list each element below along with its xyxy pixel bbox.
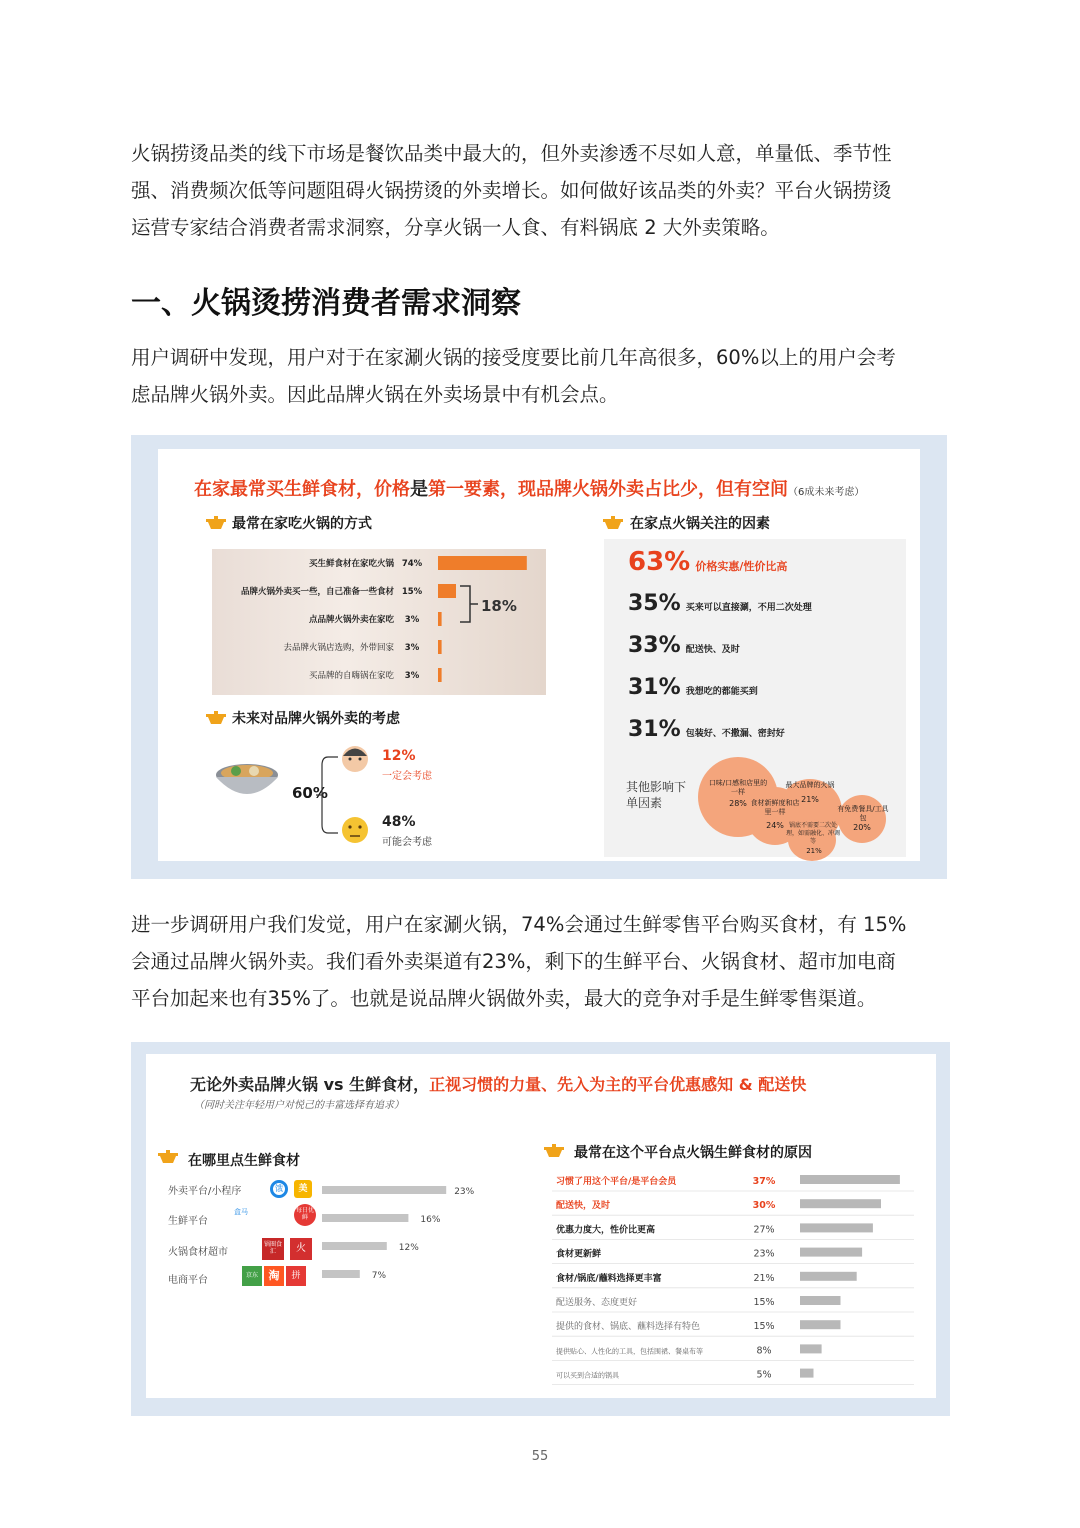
- other-factors-label: 其他影响下单因素: [626, 780, 687, 810]
- bubble-text: 食材新鲜度和店里一样: [750, 799, 800, 816]
- channel-label: 电商平台: [168, 1275, 208, 1286]
- factor-label: 配送快、及时: [685, 645, 740, 655]
- reason-label: 食材更新鲜: [556, 1249, 602, 1260]
- factor-row: [628, 717, 785, 742]
- fig2-title-c: 平台优惠感知 & 配送快: [637, 1075, 807, 1094]
- bar: [438, 612, 442, 626]
- factor-label: 包装好、不撒漏、密封好: [685, 729, 785, 739]
- fig2-subtitle: （同时关注年轻用户对悦己的丰富选择有追求）: [194, 1100, 404, 1111]
- bar: [322, 1186, 446, 1194]
- bubble-pct: 20%: [853, 823, 871, 832]
- pinduoduo-logo-icon: 拼: [286, 1266, 306, 1286]
- figure-1-card: [158, 449, 920, 861]
- thinking-emoji-icon: [340, 815, 370, 845]
- bar-value-label: 74%: [401, 559, 423, 569]
- title-mid: 第一要素，现品牌: [428, 479, 572, 500]
- jd-logo-icon: 京东: [242, 1266, 262, 1286]
- fig2-left-bar-chart: [322, 1178, 502, 1290]
- factor-pct: 31%: [628, 675, 681, 700]
- bubble-text: 锅底不需要二次处理，如需融化、冲调等: [785, 822, 840, 845]
- bubble-pct: 21%: [806, 847, 822, 855]
- para3-line: 进一步调研用户我们发觉，用户在家涮火锅，74%会通过生鲜零售平台购买食材，有 15%: [131, 913, 907, 936]
- bottom-heading: 未来对品牌火锅外卖的考虑: [232, 711, 400, 727]
- bubble-pct: 24%: [766, 821, 784, 830]
- bar-value-label: 3%: [404, 643, 420, 653]
- factor-row: [628, 591, 812, 616]
- hotpot-icon: [158, 1150, 178, 1164]
- reason-value-label: 15%: [753, 1297, 775, 1308]
- intro-paragraph: [131, 135, 951, 246]
- figure-2-title: [190, 1072, 806, 1095]
- consider-total: 60%: [292, 784, 328, 802]
- bubble-text: 最大品牌的火锅: [785, 781, 835, 789]
- factor-label: 我想吃的都能买到: [685, 687, 758, 697]
- intro-line: 火锅捞烫品类的线下市场是餐饮品类中最大的，但外卖渗透不尽如人意，单量低、季节性: [131, 142, 892, 165]
- figure-1-title: [194, 475, 864, 501]
- bar: [800, 1320, 841, 1329]
- consider-label: 一定会考虑: [382, 771, 432, 782]
- channel-label: 火锅食材超市: [168, 1247, 228, 1258]
- channel-label: 外卖平台/小程序: [168, 1186, 242, 1197]
- hotpot-icon: [206, 711, 226, 725]
- channel-label: 生鲜平台: [168, 1216, 208, 1227]
- left-heading: 最常在家吃火锅的方式: [232, 516, 372, 532]
- title-note: （6成未来考虑）: [788, 487, 865, 498]
- missfresh-logo-icon: 每日优鲜: [294, 1204, 316, 1226]
- intro-line: 强、消费频次低等问题阻碍火锅捞烫的外卖增长。如何做好该品类的外卖？平台火锅捞烫: [131, 179, 892, 202]
- bar-category-label: 品牌火锅外卖买一些，自己准备一些食材: [240, 587, 394, 597]
- reason-label: 食材/锅底/蘸料选择更丰富: [556, 1273, 662, 1284]
- bar: [800, 1369, 814, 1378]
- reason-value-label: 37%: [752, 1176, 776, 1187]
- eleme-logo-icon: 饿: [270, 1180, 288, 1198]
- bubble-pct: 28%: [729, 799, 747, 808]
- bar: [438, 640, 442, 654]
- bar-value-label: 12%: [398, 1243, 419, 1253]
- bar: [800, 1175, 900, 1184]
- reason-value-label: 8%: [756, 1345, 772, 1357]
- bar: [800, 1344, 822, 1353]
- para3-line: 会通过品牌火锅外卖。我们看外卖渠道有23%，剩下的生鲜平台、火锅食材、超市加电商: [131, 950, 896, 973]
- bar: [438, 584, 456, 598]
- bar-value-label: 23%: [454, 1187, 475, 1197]
- bar-category-label: 去品牌火锅店选购，外带回家: [283, 643, 394, 653]
- hotpot-supermarket-logo-icon: 火: [290, 1238, 312, 1260]
- figure-1-frame: [131, 435, 947, 879]
- bubble-text: 有免费餐具/工具包: [837, 805, 889, 822]
- bubble-pct: 21%: [801, 795, 819, 804]
- fig2-right-bar-chart: [550, 1170, 926, 1392]
- bar: [322, 1214, 408, 1222]
- hotpot-icon: [603, 516, 623, 530]
- figure-2-card: [146, 1054, 936, 1398]
- bubble-text: 口味/口感和店里的一样: [708, 779, 768, 796]
- fig2-title-b: 正视习惯的力量、先入为主的: [429, 1075, 638, 1094]
- factor-pct: 31%: [628, 717, 681, 742]
- person-emoji-icon: [340, 743, 370, 773]
- reason-value-label: 27%: [753, 1224, 775, 1236]
- title-prefix: 在家最常买生鲜食材，价格: [194, 479, 410, 500]
- fig1-bar-chart: [212, 549, 546, 695]
- right-heading: 在家点火锅关注的因素: [630, 516, 770, 532]
- bar: [322, 1270, 360, 1278]
- page-number: 55: [531, 1449, 549, 1464]
- bracket-total: 18%: [481, 597, 517, 615]
- reason-value-label: 30%: [752, 1200, 776, 1212]
- fig2-right-heading: 最常在这个平台点火锅生鲜食材的原因: [574, 1145, 812, 1161]
- reason-label: 习惯了用这个平台/是平台会员: [556, 1177, 677, 1187]
- hotpot-icon: [544, 1144, 564, 1158]
- guoquan-logo-icon: 锅圈食汇: [262, 1238, 284, 1260]
- factor-pct: 35%: [628, 591, 681, 616]
- factor-row: [628, 675, 758, 700]
- para2-line: 用户调研中发现，用户对于在家涮火锅的接受度要比前几年高很多，60%以上的用户会考: [131, 346, 896, 369]
- consider-pct: 48%: [382, 814, 416, 830]
- fig2-left-heading: 在哪里点生鲜食材: [188, 1153, 300, 1169]
- reason-value-label: 15%: [753, 1321, 775, 1333]
- reason-label: 配送服务、态度更好: [556, 1298, 638, 1308]
- hotpot-bowl-icon: [214, 749, 280, 813]
- section-title: 一、火锅烫捞消费者需求洞察: [131, 286, 521, 321]
- reason-label: 提供的食材、锅底、蘸料选择有特色: [556, 1322, 701, 1333]
- taobao-logo-icon: 淘: [264, 1266, 284, 1286]
- factor-pct: 63%: [628, 547, 691, 577]
- hema-logo-icon: 盒马: [234, 1208, 248, 1216]
- bar-category-label: 买品牌的自嗨锅在家吃: [308, 671, 394, 681]
- reason-value-label: 21%: [753, 1272, 775, 1284]
- paragraph-2: [131, 339, 951, 413]
- factor-label: 买来可以直接涮，不用二次处理: [685, 603, 812, 613]
- bar-value-label: 3%: [404, 615, 420, 625]
- bar-value-label: 7%: [371, 1271, 387, 1281]
- bar: [438, 668, 442, 682]
- reason-label: 配送快，及时: [556, 1201, 611, 1212]
- bar: [800, 1223, 873, 1232]
- factor-label: 价格实惠/性价比高: [695, 560, 788, 573]
- bar-value-label: 3%: [404, 671, 420, 681]
- reason-value-label: 5%: [756, 1369, 772, 1381]
- figure-2-frame: [131, 1042, 950, 1416]
- bar: [800, 1199, 881, 1208]
- bar-category-label: 点品牌火锅外卖在家吃: [308, 615, 394, 625]
- bar: [800, 1248, 862, 1257]
- reason-label: 可以买到合适的锅具: [556, 1371, 619, 1380]
- intro-line: 运营专家结合消费者需求洞察，分享火锅一人食、有料锅底 2 大外卖策略。: [131, 216, 780, 239]
- factor-pct: 33%: [628, 633, 681, 658]
- reason-label: 优惠力度大，性价比更高: [556, 1225, 656, 1236]
- reason-value-label: 23%: [753, 1248, 775, 1260]
- para2-line: 虑品牌火锅外卖。因此品牌火锅在外卖场景中有机会点。: [131, 383, 619, 406]
- factor-row: [628, 547, 787, 577]
- bar: [800, 1272, 857, 1281]
- bar-value-label: 16%: [420, 1215, 441, 1225]
- reason-label: 提供贴心、人性化的工具，包括围裙、餐桌布等: [556, 1347, 703, 1356]
- bar: [800, 1296, 841, 1305]
- factor-row: [628, 633, 740, 658]
- hotpot-icon: [206, 516, 226, 530]
- consider-pct: 12%: [382, 748, 416, 764]
- title-highlight: 火锅外卖占比少，但有空间: [572, 479, 788, 500]
- paragraph-3: [131, 906, 951, 1017]
- bar-value-label: 15%: [401, 587, 423, 597]
- para3-line: 平台加起来也有35%了。也就是说品牌火锅做外卖，最大的竞争对手是生鲜零售渠道。: [131, 987, 877, 1010]
- fig2-title-a: 无论外卖品牌火锅 vs 生鲜食材，: [190, 1075, 430, 1094]
- bar-category-label: 买生鲜食材在家吃火锅: [308, 559, 394, 569]
- meituan-logo-icon: 美: [294, 1180, 312, 1198]
- bar: [322, 1242, 387, 1250]
- bar: [438, 556, 527, 570]
- consider-label: 可能会考虑: [382, 837, 432, 848]
- title-is: 是: [410, 479, 428, 500]
